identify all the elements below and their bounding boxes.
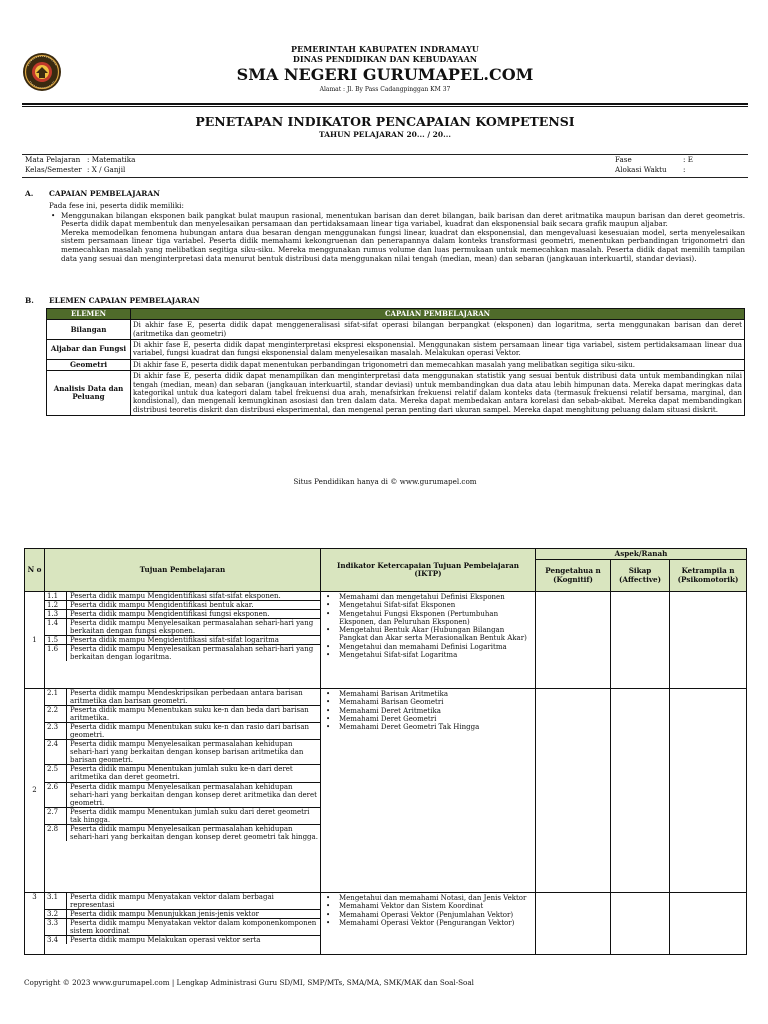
- fase-value: : E: [683, 155, 693, 164]
- table-row: [25, 893, 747, 955]
- elemen-col-header: ELEMEN: [47, 309, 131, 320]
- list-item: • Memahami Deret Aritmetika: [326, 706, 441, 715]
- row-number: 2: [25, 689, 45, 893]
- page-footer: Copyright © 2023 www.gurumapel.com | Lengkap Administrasi Guru SD/MI, SMP/MTs, SMA/MA, SMK/MAK dan Soal-Soal: [24, 978, 474, 987]
- section-a-heading: A. CAPAIAN PEMBELAJARAN: [25, 189, 160, 198]
- elemen-name: Geometri: [47, 359, 131, 371]
- no-col-header: N o: [25, 549, 45, 592]
- list-item: 2.6 Peserta didik mampu Menyelesaikan permasalahan kehidupan sehari-hari yang berkaitan dengan konsep deret aritmetika dan deret geometri.: [45, 783, 320, 808]
- mapel-label: Mata Pelajaran: [25, 155, 81, 164]
- afektif-cell: [611, 689, 670, 893]
- elemen-name: Analisis Data dan Peluang: [47, 371, 131, 416]
- psikomotorik-cell: [670, 592, 747, 689]
- list-item: 1.2 Peserta didik mampu Mengidentifikasi bentuk akar.: [45, 601, 320, 610]
- list-item: • Mengetahui Sifat-sifat Logaritma: [326, 650, 458, 659]
- list-item: • Mengetahui dan memahami Notasi, dan Jenis Vektor: [326, 894, 527, 902]
- elemen-table: [46, 308, 745, 416]
- list-item: 1.3 Peserta didik mampu Mengidentifikasi fungsi eksponen.: [45, 610, 320, 619]
- iktp-col-header: Indikator Ketercapaian Tujuan Pembelajaran (IKTP): [321, 549, 536, 592]
- list-item: 1.4 Peserta didik mampu Menyelesaikan permasalahan sehari-hari yang berkaitan dengan fungsi eksponen.: [45, 619, 320, 636]
- list-item: 1.6 Peserta didik mampu Menyelesaikan permasalahan sehari-hari yang berkaitan dengan logaritma.: [47, 645, 314, 662]
- list-item: 2.3 Peserta didik mampu Menentukan suku ke-n dan rasio dari barisan geometri.: [45, 723, 320, 740]
- table-row: [25, 592, 747, 689]
- list-item: • Memahami Barisan Aritmetika: [326, 690, 449, 698]
- site-credit: Situs Pendidikan hanya di © www.gurumapel.com: [293, 477, 477, 486]
- cp-col-header: CAPAIAN PEMBELAJARAN: [131, 309, 745, 320]
- list-item: • Mengetahui Bentuk Akar (Hubungan Bilangan Pangkat dan Akar serta Merasionalkan Bentuk Akar): [326, 626, 527, 643]
- list-item: 2.8 Peserta didik mampu Menyelesaikan permasalahan kehidupan sehari-hari yang berkaitan dengan konsep deret geometri tak hingga.: [47, 824, 318, 841]
- list-item: 3.2 Peserta didik mampu Menunjukkan jenis-jenis vektor: [45, 910, 320, 919]
- elemen-name: Bilangan: [47, 320, 131, 340]
- section-b-heading: B. ELEMEN CAPAIAN PEMBELAJARAN: [25, 296, 200, 305]
- list-item: • Memahami Operasi Vektor (Pengurangan Vektor): [326, 918, 515, 927]
- info-block: [25, 155, 745, 178]
- tp-cell: [45, 893, 321, 955]
- iktp-cell: [321, 689, 536, 893]
- title-year: TAHUN PELAJARAN 20... / 20...: [319, 130, 451, 139]
- elemen-name: Aljabar dan Fungsi: [47, 340, 131, 360]
- fase-label: Fase: [615, 155, 632, 164]
- list-item: 2.5 Peserta didik mampu Menentukan jumlah suku ke-n dari deret aritmetika dan deret geometri.: [45, 765, 320, 782]
- list-item: • Memahami Deret Geometri: [326, 714, 437, 723]
- psikomotorik-col-header: Ketrampila n (Psikomotorik): [670, 560, 747, 592]
- table-row: [25, 689, 747, 893]
- table-row: [47, 340, 745, 360]
- list-item: • Memahami Vektor dan Sistem Koordinat: [326, 902, 484, 911]
- table-row: [47, 371, 745, 416]
- list-item: 1.5 Peserta didik mampu Mengidentifikasi sifat-sifat logaritma: [45, 636, 320, 645]
- alokasi-value: :: [683, 165, 686, 174]
- letterhead: [22, 44, 748, 104]
- section-a-paragraph: Mereka memodelkan fenomena hubungan antara dua besaran dengan menggunakan fungsi linear, kuadrat dan eksponensial, dan mengevaluasi kesesuaian model, serta menyelesaikan sistem persamaan linear tiga variabel. Peserta didik memahami kekongruenan dan penerapannya dalam konteks transformasi geometri, menentukan perbandingan trigonometri dan memecahkan masalah yang melibatkan segitiga siku-siku. Mereka menggunakan rumus volume dan luas permukaan untuk memecahkan masalah. Peserta didik dapat memilih tampilan data yang sesuai dan menginterpretasi data menurut bentuk distribusi data menggunakan nilai tengah (median, mean) dan sebaran (jangkauan interkuartil, standar deviasi).: [61, 227, 745, 263]
- afektif-cell: [611, 893, 670, 955]
- list-item: 3.4 Peserta didik mampu Melakukan operasi vektor serta: [47, 936, 261, 945]
- section-elemen: [25, 296, 745, 414]
- psikomotorik-cell: [670, 689, 747, 893]
- tp-cell: [45, 592, 321, 689]
- kognitif-cell: [536, 592, 611, 689]
- iktp-cell: [321, 893, 536, 955]
- kognitif-col-header: Pengetahua n (Kognitif): [536, 560, 611, 592]
- list-item: • Memahami Operasi Vektor (Penjumlahan Vektor): [326, 910, 514, 919]
- list-item: • Mengetahui Sifat-sifat Eksponen: [326, 601, 456, 610]
- list-item: 3.1 Peserta didik mampu Menyatakan vektor dalam berbagai representasi: [45, 893, 320, 910]
- list-item: • Mengetahui Fungsi Eksponen (Pertumbuhan Eksponen, dan Peluruhan Eksponen): [326, 609, 499, 626]
- table-row: [47, 359, 745, 371]
- table-row: [47, 320, 745, 340]
- kelas-label: Kelas/Semester: [25, 165, 82, 174]
- list-item: • Mengetahui dan memahami Definisi Logaritma: [326, 642, 507, 651]
- tp-col-header: Tujuan Pembelajaran: [45, 549, 321, 592]
- elemen-cp: Di akhir fase E, peserta didik dapat menggeneralisasi sifat-sifat operasi bilangan berpangkat (eksponen) dan logaritma, serta menggunakan barisan dan deret (aritmetika dan geometri): [131, 320, 745, 340]
- section-a-intro: Pada fese ini, peserta didik memiliki:: [49, 200, 184, 210]
- iktp-table: [24, 548, 747, 955]
- kognitif-cell: [536, 689, 611, 893]
- alokasi-label: Alokasi Waktu: [615, 165, 667, 174]
- list-item: • Memahami Barisan Geometri: [326, 698, 444, 707]
- gov-line: PEMERINTAH KABUPATEN INDRAMAYU: [291, 44, 479, 54]
- list-item: 2.7 Peserta didik mampu Menentukan jumlah suku dari deret geometri tak hingga.: [45, 808, 320, 825]
- aspek-col-header: Aspek/Ranah: [536, 549, 747, 560]
- iktp-cell: [321, 592, 536, 689]
- school-name: SMA NEGERI GURUMAPEL.COM: [236, 65, 534, 84]
- mapel-value: : Matematika: [87, 155, 136, 164]
- section-a-bullet: • Menggunakan bilangan eksponen baik pangkat bulat maupun rasional, menentukan barisan dan deret bilangan, baik barisan dan deret aritmatika maupun barisan dan deret geometris. Peserta didik dapat membentuk dan menyelesaikan persamaan dan pertidaksamaan linear tiga variabel, kuadrat dan eksponensial baik secara grafik maupun aljabar.: [51, 210, 745, 229]
- psikomotorik-cell: [670, 893, 747, 955]
- dept-line: DINAS PENDIDIKAN DAN KEBUDAYAAN: [292, 54, 478, 64]
- list-item: • Memahami Deret Geometri Tak Hingga: [326, 723, 480, 731]
- row-number: 3: [25, 893, 45, 955]
- document-title: [22, 114, 748, 140]
- list-item: 3.3 Peserta didik mampu Menyatakan vektor dalam komponenkomponen sistem koordinat: [45, 919, 320, 936]
- school-address: Alamat : Jl. By Pass Cadangpinggan KM 37: [319, 86, 451, 93]
- kelas-value: : X / Ganjil: [87, 165, 126, 174]
- list-item: 2.4 Peserta didik mampu Menyelesaikan permasalahan kehidupan sehari-hari yang berkaitan dengan konsep barisan aritmetika dan barisan geometri.: [45, 740, 320, 765]
- list-item: 1.1 Peserta didik mampu Mengidentifikasi sifat-sifat eksponen.: [45, 592, 320, 601]
- section-capaian: [25, 190, 745, 263]
- letterhead-rule: [22, 103, 748, 106]
- info-bottom-rule: [22, 177, 748, 178]
- tp-cell: [45, 689, 321, 893]
- list-item: • Memahami dan mengetahui Definisi Eksponen: [326, 593, 505, 601]
- elemen-cp: Di akhir fase E, peserta didik dapat menginterpretasi ekspresi eksponensial. Menggunakan sistem persamaan linear tiga variabel, sistem pertidaksamaan linear dua variabel, fungsi kuadrat dan fungsi eksponensial dalam menyelesaikan masalah. Melakukan operasi Vektor.: [131, 340, 745, 360]
- afektif-cell: [611, 592, 670, 689]
- elemen-cp: Di akhir fase E, peserta didik dapat menampilkan dan menginterpretasi data menggunakan statistik yang sesuai bentuk distribusi data untuk membandingkan nilai tengah (median, mean) dan sebaran (jangkauan interkuartil, standar deviasi) untuk membandingkan dua data atau lebih himpunan data. Mereka dapat meringkas data kategorikal untuk dua kategori dalam tabel frekuensi dua arah, menafsirkan frekuensi relatif dalam konteks data (termasuk frekuensi relatif bersama, marginal, dan kondisional), dan mengenali kemungkinan asosiasi dan tren dalam data. Mereka dapat membedakan antara korelasi dan sebab-akibat. Mereka dapat membandingkan distribusi teoretis diskrit dan distribusi eksperimental, dan mengenal peran penting dari ukuran sampel. Mereka dapat menghitung peluang dalam situasi diskrit.: [131, 371, 745, 416]
- afektif-col-header: Sikap (Affective): [611, 560, 670, 592]
- kognitif-cell: [536, 893, 611, 955]
- list-item: 2.2 Peserta didik mampu Menentukan suku ke-n dan beda dari barisan aritmetika.: [45, 706, 320, 723]
- list-item: 2.1 Peserta didik mampu Mendeskripsikan perbedaan antara barisan aritmetika dan barisan geometri.: [45, 689, 320, 706]
- elemen-cp: Di akhir fase E, peserta didik dapat menentukan perbandingan trigonometri dan memecahkan masalah yang melibatkan segitiga siku-siku.: [131, 359, 745, 371]
- row-number: 1: [25, 592, 45, 689]
- title-main: PENETAPAN INDIKATOR PENCAPAIAN KOMPETENSI: [195, 114, 575, 129]
